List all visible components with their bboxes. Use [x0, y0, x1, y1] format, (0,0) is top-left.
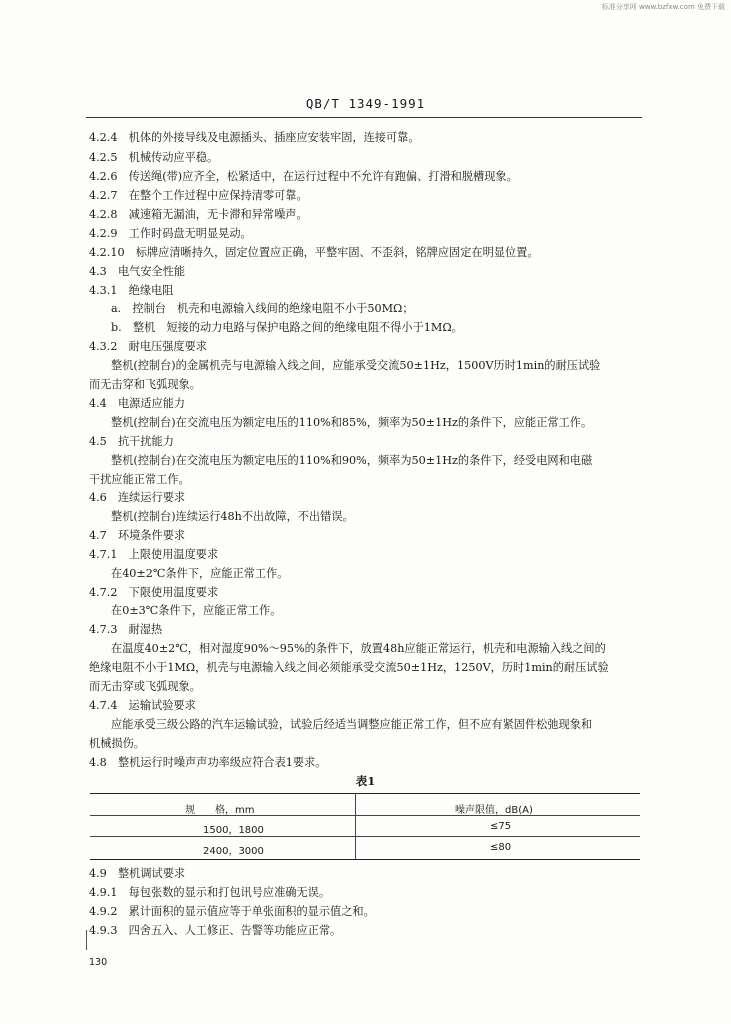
table-cell-spec: 2400，3000	[203, 846, 264, 857]
section-4-6-text: 整机(控制台)连续运行48h不出故障，不出错误。	[111, 510, 354, 523]
clause-4-7-2-text: 在0±3℃条件下，应能正常工作。	[111, 604, 282, 617]
clause-4-3-2-text-1: 整机(控制台)的金属机壳与电源输入线之间，应能承受交流50±1Hz，1500V历时1min的耐压试验	[111, 359, 601, 372]
section-4-9-heading: 4.9 整机调试要求	[89, 867, 186, 880]
clause-4-3-2-heading: 4.3.2 耐电压强度要求	[89, 340, 207, 353]
watermark: 标准分享网 www.bzfxw.com 免费下载	[601, 3, 725, 11]
clause-4-9-2: 4.9.2 累计面积的显示值应等于单张面积的显示值之和。	[89, 905, 375, 918]
clause-4-7-4-text-2: 机械损伤。	[89, 737, 145, 750]
clause-4-9-3: 4.9.3 四舍五入、人工修正、告警等功能应正常。	[89, 924, 342, 937]
clause-4-3-1-heading: 4.3.1 绝缘电阻	[89, 284, 174, 297]
table-cell-noise: ≤75	[490, 821, 512, 832]
clause-4-3-1-b: b. 整机 短接的动力电路与保护电路之间的绝缘电阻不得小于1MΩ。	[111, 321, 463, 334]
clause-4-9-1: 4.9.1 每包张数的显示和打包讯号应准确无误。	[89, 886, 331, 899]
clause-4-7-4-heading: 4.7.4 运输试验要求	[89, 699, 196, 712]
clause-4-7-3-text-3: 而无击穿或飞弧现象。	[89, 680, 201, 693]
clause-4-2-6: 4.2.6 传送绳(带)应齐全，松紧适中，在运行过程中不允许有跑偏、打滑和脱槽现象。	[89, 170, 518, 183]
table-bottom-rule	[90, 859, 640, 860]
section-4-4-heading: 4.4 电源适应能力	[89, 397, 186, 410]
table-header-noise: 噪声限值，dB(A)	[455, 805, 533, 816]
section-4-5-heading: 4.5 抗干扰能力	[89, 435, 174, 448]
section-4-6-heading: 4.6 连续运行要求	[89, 491, 186, 504]
clause-4-2-10: 4.2.10 标牌应清晰持久，固定位置应正确，平整牢固、不歪斜，铭牌应固定在明显位置。	[89, 246, 539, 259]
section-4-5-text-1: 整机(控制台)在交流电压为额定电压的110%和90%，频率为50±1Hz的条件下，经受电网和电磁	[111, 454, 593, 467]
clause-4-7-3-text-1: 在温度40±2℃，相对湿度90%～95%的条件下，放置48h应能正常运行，机壳和电源输入线之间的	[111, 642, 606, 655]
clause-4-7-1-heading: 4.7.1 上限使用温度要求	[89, 548, 219, 561]
clause-4-3-2-text-2: 而无击穿和飞弧现象。	[89, 378, 201, 391]
table-top-rule	[90, 793, 640, 794]
clause-4-2-4: 4.2.4 机体的外接导线及电源插头、插座应安装牢固，连接可靠。	[89, 131, 420, 144]
table-row-rule	[90, 836, 640, 837]
section-4-8-heading: 4.8 整机运行时噪声声功率级应符合表1要求。	[89, 756, 327, 769]
clause-4-2-8: 4.2.8 减速箱无漏油，无卡滞和异常噪声。	[89, 208, 308, 221]
table-cell-spec: 1500，1800	[203, 825, 264, 836]
page-number: 130	[89, 957, 108, 968]
clause-4-2-7: 4.2.7 在整个工作过程中应保持清零可靠。	[89, 189, 308, 202]
section-4-3-heading: 4.3 电气安全性能	[89, 265, 186, 278]
clause-4-7-3-text-2: 绝缘电阻不小于1MΩ，机壳与电源输入线之间必须能承受交流50±1Hz，1250V，历时1min的耐压试验	[89, 661, 609, 674]
section-4-5-text-2: 干扰应能正常工作。	[89, 473, 190, 486]
section-4-7-heading: 4.7 环境条件要求	[89, 529, 186, 542]
clause-4-7-2-heading: 4.7.2 下限使用温度要求	[89, 586, 219, 599]
clause-4-2-5: 4.2.5 机械传动应平稳。	[89, 151, 219, 164]
standard-number-header: QB/T 1349-1991	[305, 96, 426, 111]
table-title: 表1	[355, 774, 376, 788]
table-header-rule	[90, 815, 640, 816]
header-divider	[86, 117, 642, 118]
margin-mark	[86, 930, 87, 950]
section-4-4-text: 整机(控制台)在交流电压为额定电压的110%和85%，频率为50±1Hz的条件下，应能正常工作。	[111, 416, 593, 429]
clause-4-3-1-a: a. 控制台 机壳和电源输入线间的绝缘电阻不小于50MΩ；	[111, 302, 414, 315]
clause-4-7-4-text-1: 应能承受三级公路的汽车运输试验，试验后经适当调整应能正常工作，但不应有紧固件松弛现象和	[111, 718, 593, 731]
table-header-spec: 规 格，mm	[185, 805, 255, 816]
table-column-divider	[355, 793, 356, 859]
clause-4-2-9: 4.2.9 工作时码盘无明显晃动。	[89, 227, 252, 240]
clause-4-7-1-text: 在40±2℃条件下，应能正常工作。	[111, 567, 289, 580]
clause-4-7-3-heading: 4.7.3 耐湿热	[89, 623, 163, 636]
table-cell-noise: ≤80	[490, 842, 512, 853]
